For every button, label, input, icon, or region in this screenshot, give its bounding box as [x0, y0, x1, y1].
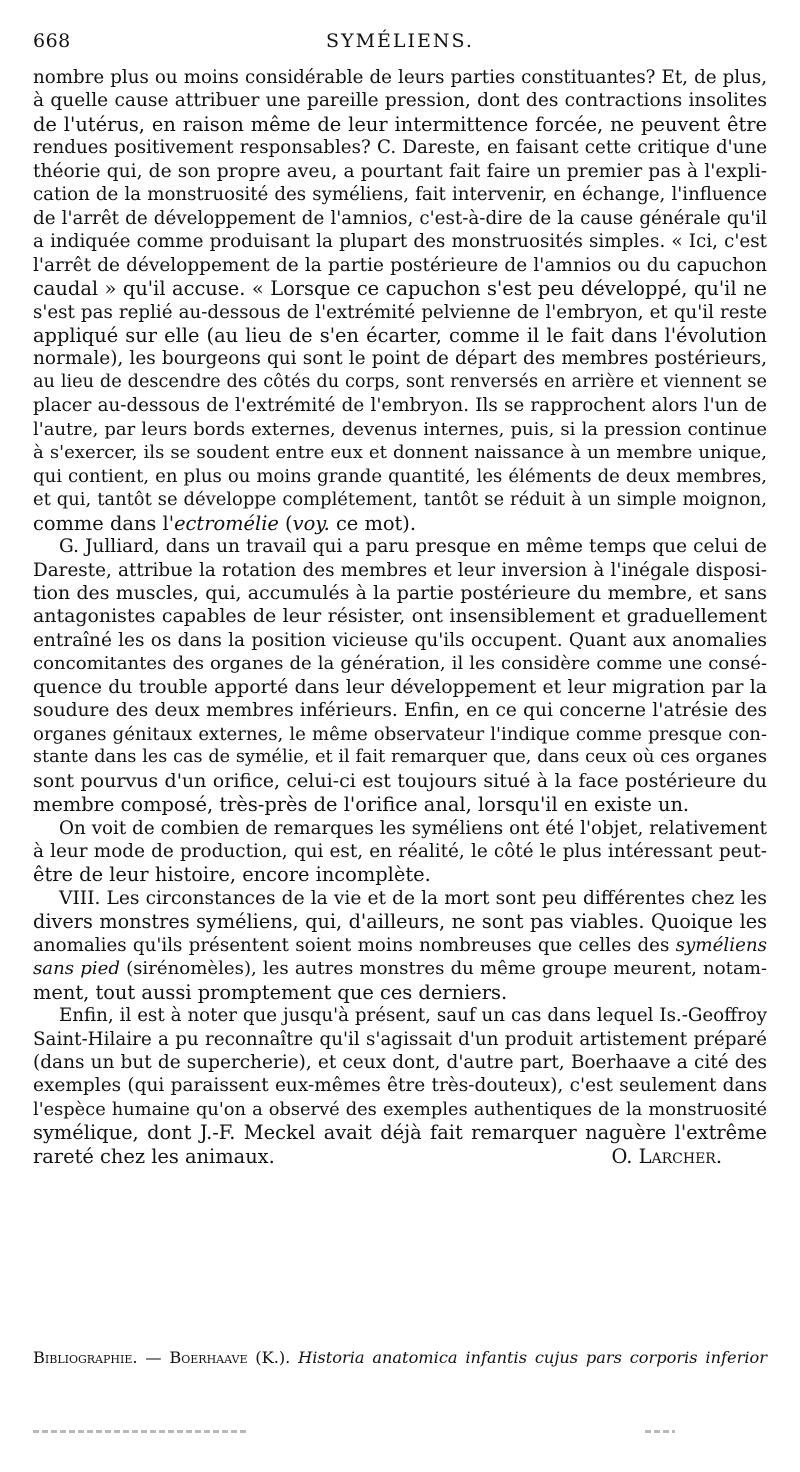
italic-term-sans-pied: sans pied — [33, 958, 120, 980]
text-line: quence du trouble apporté dans leur développement et leur migration par la — [33, 676, 767, 698]
text-line — [33, 934, 767, 957]
italic-term-voy: voy. — [292, 511, 330, 535]
text-line: tion des muscles, qui, accumulés à la partie postérieure du membre, et sans — [33, 581, 767, 604]
text-line — [33, 512, 767, 535]
text-line: l'autre, par leurs bords externes, devenus internes, puis, si la pression continue — [33, 418, 767, 440]
text-line: (dans un but de supercherie), et ceux dont, d'autre part, Boerhaave a cité des — [33, 1052, 767, 1074]
text-line: antagonistes capables de leur résister, ont insensiblement et graduellement — [33, 605, 767, 628]
text-line: stante dans les cas de symélie, et il fait remarquer que, dans ceux où ces organes — [33, 747, 767, 768]
text-line: Dareste, attribue la rotation des membres et leur inversion à l'inégale disposi- — [33, 559, 767, 581]
text-segment: ( — [278, 511, 293, 535]
page-header — [33, 30, 767, 58]
text-segment: comme dans l' — [33, 511, 175, 535]
text-line: ment, tout aussi promptement que ces derniers. — [33, 980, 508, 1004]
author-signature: O. Larcher. — [611, 1144, 722, 1168]
text-line: théorie qui, de son propre aveu, a pourtant fait faire un premier pas à l'expli- — [33, 160, 767, 182]
text-line — [33, 1145, 767, 1168]
text-line: à s'exercer, ils se soudent entre eux et donnent naissance à un membre unique, — [33, 442, 767, 464]
text-line: de l'arrêt de développement de l'amnios, c'est-à-dire de la cause générale qu'il — [33, 207, 767, 229]
text-line: Saint-Hilaire a pu reconnaître qu'il s'agissait d'un produit artistement préparé — [33, 1028, 767, 1050]
text-line: rendues positivement responsables? C. Dareste, en faisant cette critique d'une — [33, 137, 767, 159]
text-line: exemples (qui paraissent eux-mêmes être très-douteux), c'est seulement dans — [33, 1075, 767, 1097]
cut-off-text-fragment — [33, 1430, 248, 1433]
text-line: caudal » qu'il accuse. « Lorsque ce capuchon s'est peu développé, qu'il ne — [33, 277, 767, 301]
text-line: concomitantes des organes de la génération, il les considère comme une consé- — [33, 653, 767, 675]
text-line: l'espèce humaine qu'on a observé des exemples authentiques de la monstruosité — [33, 1098, 767, 1120]
italic-term-symeliens: syméliens — [675, 934, 767, 956]
italic-term-ectromelie: ectromélie — [174, 511, 279, 535]
text-line: qui contient, en plus ou moins grande quantité, les éléments de deux membres, — [33, 465, 767, 487]
text-line: VIII. Les circonstances de la vie et de la mort sont peu différentes chez les — [59, 887, 767, 909]
signature-line — [33, 1145, 767, 1168]
text-line: organes génitaux externes, le même observateur l'indique comme presque con- — [33, 723, 767, 745]
text-line: divers monstres syméliens, qui, d'ailleurs, ne sont pas viables. Quoique les — [33, 910, 767, 934]
text-line: l'arrêt de développement de la partie postérieure de l'amnios ou du capuchon — [33, 254, 767, 276]
text-line: entraîné les os dans la position vicieuse qu'ils occupent. Quant aux anomalies — [33, 629, 767, 651]
text-line: appliqué sur elle (au lieu de s'en écarter, comme il le fait dans l'évolution — [33, 323, 767, 347]
text-line: On voit de combien de remarques les syméliens ont été l'objet, relativement — [59, 817, 767, 839]
bibliography-label: Bibliographie. — [33, 1348, 138, 1367]
text-line: placer au-dessous de l'extrémité de l'embryon. Ils se rapprochent alors l'un de — [33, 395, 767, 417]
running-title: SYMÉLIENS. — [326, 30, 474, 52]
body-text — [33, 66, 767, 1168]
page-number: 668 — [33, 30, 71, 52]
text-line: s'est pas replié au-dessous de l'extrémité pelvienne de l'embryon, et qu'il reste — [33, 301, 767, 323]
bibliography — [33, 1347, 767, 1369]
text-line: membre composé, très-près de l'orifice anal, lorsqu'il en existe un. — [33, 793, 690, 817]
text-line: à leur mode de production, qui est, en réalité, le côté le plus intéressant peut- — [33, 840, 767, 862]
text-line: et qui, tantôt se développe complétement, tantôt se réduit à un simple moignon, — [33, 489, 767, 511]
text-line: être de leur histoire, encore incomplète. — [33, 863, 431, 887]
bibliography-author: Boerhaave (K.). — [169, 1348, 291, 1367]
text-segment: rareté chez les animaux. — [33, 1144, 275, 1168]
text-line: soudure des deux membres inférieurs. Enfin, en ce qui concerne l'atrésie des — [33, 700, 767, 722]
text-line: de l'utérus, en raison même de leur intermittence forcée, ne peuvent être — [33, 112, 767, 136]
text-line: au lieu de descendre des côtés du corps, sont renversés en arrière et viennent se — [33, 371, 767, 392]
text-line: G. Julliard, dans un travail qui a paru presque en même temps que celui de — [59, 536, 767, 558]
text-segment: anomalies qu'ils présentent soient moins nombreuses que celles des — [33, 934, 670, 956]
text-segment: (sirénomèles), les autres monstres du même groupe meurent, notam- — [126, 958, 768, 980]
bibliography-title: Historia anatomica infantis cujus pars corporis inferior — [298, 1348, 767, 1367]
text-line: normale), les bourgeons qui sont le point de départ des membres postérieurs, — [33, 348, 767, 370]
text-segment: ce mot). — [329, 511, 417, 535]
bibliography-dash: — — [137, 1348, 170, 1367]
cut-off-line-fragment — [33, 1428, 767, 1436]
text-line: Enfin, il est à noter que jusqu'à présent, sauf un cas dans lequel Is.-Geoffroy — [59, 1005, 767, 1027]
cut-off-text-fragment — [645, 1430, 675, 1433]
text-line: symélique, dont J.-F. Meckel avait déjà fait remarquer naguère l'extrême — [33, 1121, 767, 1145]
text-line: a indiquée comme produisant la plupart des monstruosités simples. « Ici, c'est — [33, 231, 767, 253]
text-line — [33, 957, 767, 980]
text-line: à quelle cause attribuer une pareille pression, dont des contractions insolites — [33, 90, 767, 112]
text-line: nombre plus ou moins considérable de leurs parties constituantes? Et, de plus, — [33, 67, 767, 88]
text-line: cation de la monstruosité des syméliens, fait intervenir, en échange, l'influence — [33, 184, 767, 206]
text-line: sont pourvus d'un orifice, celui-ci est toujours situé à la face postérieure du — [33, 769, 767, 792]
